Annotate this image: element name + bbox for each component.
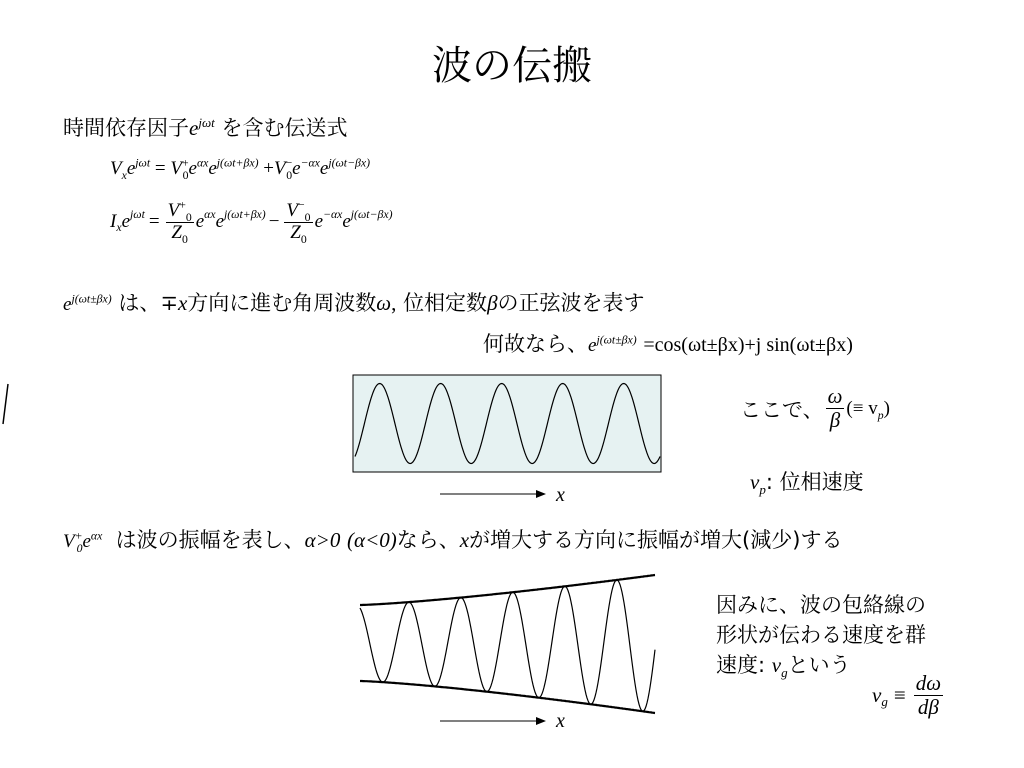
equation-voltage: $V_xe^{j\omega t} = V^+_0e^{\alpha x}e^{j(\omega t+\beta x)} +V^-_0e^{-\alpha x}e^{j(\omega t-\beta x)}$ (110, 156, 371, 182)
x-axis-label: x (556, 484, 565, 506)
line-sinusoid-description: $e^{j(\omega t\pm\beta x)}$ は、∓x方向に進む角周波数ω, 位相定数βの正弦波を表す (63, 291, 645, 315)
intro-factor: $e^{j\omega t}$ (189, 115, 215, 140)
intro-text: 時間依存因子 (63, 116, 189, 140)
edge-mark (0, 380, 14, 430)
line-amplitude: $V^+_0e^{\alpha x}$ は波の振幅を表し、α>0 (α<0)なら、xが増大する方向に振幅が増大(減少)する (63, 528, 843, 555)
vg-formula: v g ≡ $\frac{d\omega}{d\beta}$ (872, 671, 942, 720)
page-title: 波の伝搬 (432, 43, 592, 89)
growing-sine-wave (360, 580, 655, 711)
growing-wave-figure (350, 565, 670, 735)
arrow-head-2 (536, 717, 546, 725)
arrow-head (536, 490, 546, 498)
fraction-v0plus-z0: $\frac{V^+_0}{Z_0}$ (167, 198, 192, 246)
vp-label: $v_p$: 位相速度 (750, 470, 864, 498)
phase-velocity-def: ここで、 $\frac{\omega}{\beta}$ (≡ $v_p$) (740, 384, 890, 433)
equation-current: I x e jωt = $\frac{V^+_0}{Z_0}$ e αx e j(ωt+βx) − $\frac{V^-_0}{Z_0}$ e −αx e j(ωt−βx) (110, 198, 393, 246)
sine-wave-figure (350, 372, 670, 512)
line-euler-reason: 何故なら、$e^{j(\omega t\pm\beta x)} =\cos(\omega t\pm\beta x)+j$ sin(ωt±βx) (483, 332, 853, 356)
fraction-v0minus-z0: $\frac{V^-_0}{Z_0}$ (286, 198, 311, 246)
intro-text2: を含む伝送式 (221, 116, 348, 140)
intro-line (63, 112, 347, 142)
envelope-bottom (360, 681, 655, 713)
x-axis-label-2: x (556, 710, 565, 732)
group-velocity-note: 因みに、波の包絡線の 形状が伝わる速度を群 速度: $v_g$という (716, 593, 926, 681)
